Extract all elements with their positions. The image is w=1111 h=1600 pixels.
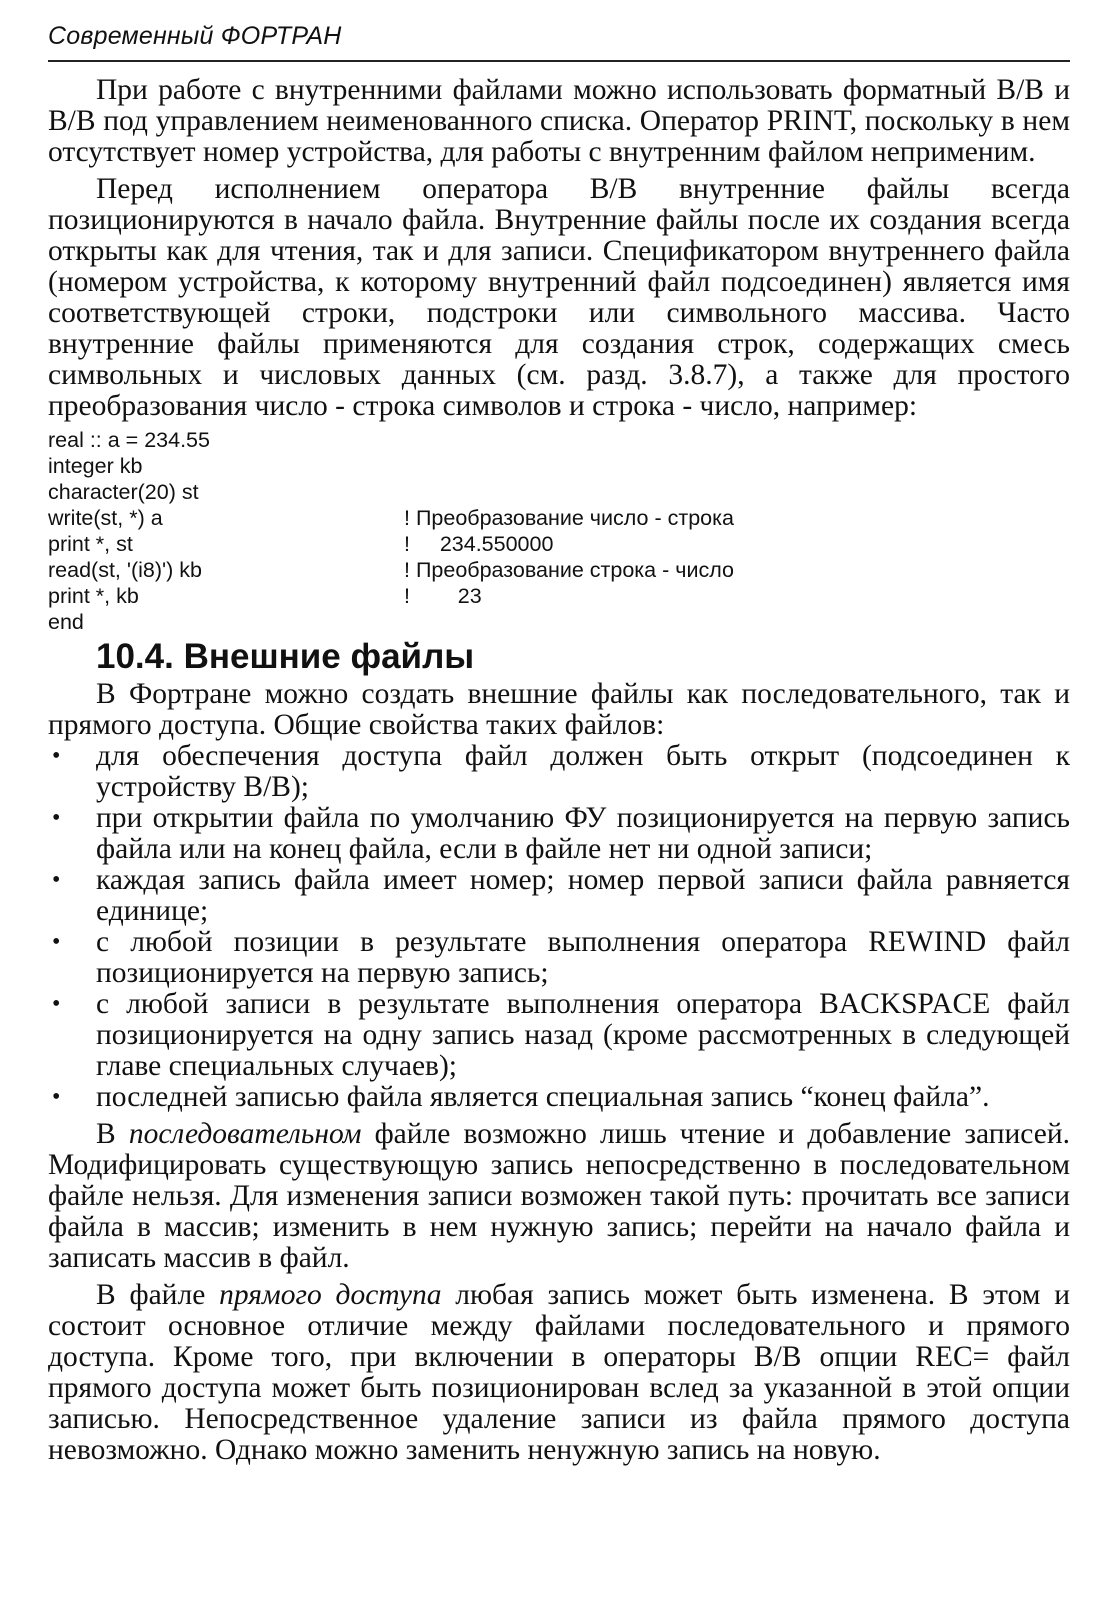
list-item xyxy=(48,803,1070,865)
bullet-marker: • xyxy=(52,929,61,955)
text-run: В xyxy=(96,1118,129,1150)
emphasized-term: последовательном xyxy=(128,1118,362,1150)
bullet-marker: • xyxy=(52,867,61,893)
code-statement: character(20) st xyxy=(48,480,199,504)
paragraph-internal-files-io: При работе с внутренними файлами можно использовать форматный В/В и В/В под управлением неименованного списка. Оператор PRINT, поскольку в нем отсутствует номер устройства, для работы с внутренним файлом неприменим. xyxy=(48,74,1070,168)
code-comment: ! Преобразование число - строка xyxy=(404,506,734,530)
section-heading: 10.4. Внешние файлы xyxy=(96,637,475,676)
bullet-marker: • xyxy=(52,805,61,831)
text-run: файле возможно лишь чтение и добавление записей. Модифицировать существующую запись непосредственно в последовательном файле нельзя. Для изменения записи возможен такой путь: прочитать все записи файла в массив; изменить в нем нужную запись; перейти на начало файла и записать массив в файл. xyxy=(48,1118,1070,1274)
code-line xyxy=(48,453,1070,479)
list-item-text: последней записью файла является специальная запись “конец файла”. xyxy=(96,1081,990,1113)
list-item xyxy=(48,927,1070,989)
code-comment: ! 23 xyxy=(404,584,482,608)
emphasized-term: прямого доступа xyxy=(219,1279,442,1311)
code-statement: integer kb xyxy=(48,454,143,478)
bullet-marker: • xyxy=(52,743,61,769)
paragraph-direct-access-files xyxy=(48,1280,1070,1466)
bullet-marker: • xyxy=(52,1084,61,1110)
list-item xyxy=(48,1082,1070,1113)
text-run: В файле xyxy=(96,1279,220,1311)
bullet-marker: • xyxy=(52,991,61,1017)
code-line xyxy=(48,505,1070,531)
code-statement: end xyxy=(48,610,84,634)
section-intro-paragraph: В Фортране можно создать внешние файлы как последовательного, так и прямого доступа. Общие свойства таких файлов: xyxy=(48,678,1070,741)
page-body xyxy=(48,75,1070,1466)
code-line xyxy=(48,609,1070,635)
code-line xyxy=(48,531,1070,557)
code-statement: real :: a = 234.55 xyxy=(48,428,210,452)
code-statement: print *, kb xyxy=(48,584,139,608)
code-line xyxy=(48,557,1070,583)
code-comment: ! 234.550000 xyxy=(404,532,554,556)
list-item xyxy=(48,865,1070,927)
code-statement: read(st, '(i8)') kb xyxy=(48,558,202,582)
code-line xyxy=(48,479,1070,505)
list-item xyxy=(48,741,1070,803)
code-listing xyxy=(48,427,1070,635)
code-comment: ! Преобразование строка - число xyxy=(404,558,734,582)
list-item-text: для обеспечения доступа файл должен быть открыт (подсоединен к устройству В/В); xyxy=(96,740,1070,803)
list-item-text: с любой записи в результате выполнения оператора BACKSPACE файл позиционируется на одну запись назад (кроме рассмотренных в следующей главе специальных случаев); xyxy=(96,988,1070,1082)
code-statement: print *, st xyxy=(48,532,133,556)
code-statement: write(st, *) a xyxy=(48,506,163,530)
code-line xyxy=(48,427,1070,453)
header-rule xyxy=(48,60,1070,62)
running-head: Современный ФОРТРАН xyxy=(48,22,342,50)
text-run: любая запись может быть изменена. В этом и состоит основное отличие между файлами последовательного и прямого доступа. Кроме того, при включении в операторы В/В опции REC= файл прямого доступа может быть позиционирован вслед за указанной в этой опции записью. Непосредственное удаление записи из файла прямого доступа невозможно. Однако можно заменить ненужную запись на новую. xyxy=(48,1279,1070,1466)
paragraph-sequential-files xyxy=(48,1119,1070,1274)
list-item-text: каждая запись файла имеет номер; номер первой записи файла равняется единице; xyxy=(96,864,1070,927)
code-line xyxy=(48,583,1070,609)
list-item-text: при открытии файла по умолчанию ФУ позиционируется на первую запись файла или на конец файла, если в файле нет ни одной записи; xyxy=(96,802,1070,865)
bullet-list xyxy=(48,741,1070,1113)
list-item xyxy=(48,989,1070,1082)
paragraph-internal-files-positioning: Перед исполнением оператора В/В внутренние файлы всегда позиционируются в начало файла. Внутренние файлы после их создания всегда открыты как для чтения, так и для записи. Спецификатором внутреннего файла (номером устройства, к которому внутренний файл подсоединен) является имя соответствующей строки, подстроки или символьного массива. Часто внутренние файлы применяются для создания строк, содержащих смесь символьных и числовых данных (см. разд. 3.8.7), а также для простого преобразования число - строка символов и строка - число, например: xyxy=(48,173,1070,422)
list-item-text: с любой позиции в результате выполнения оператора REWIND файл позиционируется на первую запись; xyxy=(96,926,1070,989)
